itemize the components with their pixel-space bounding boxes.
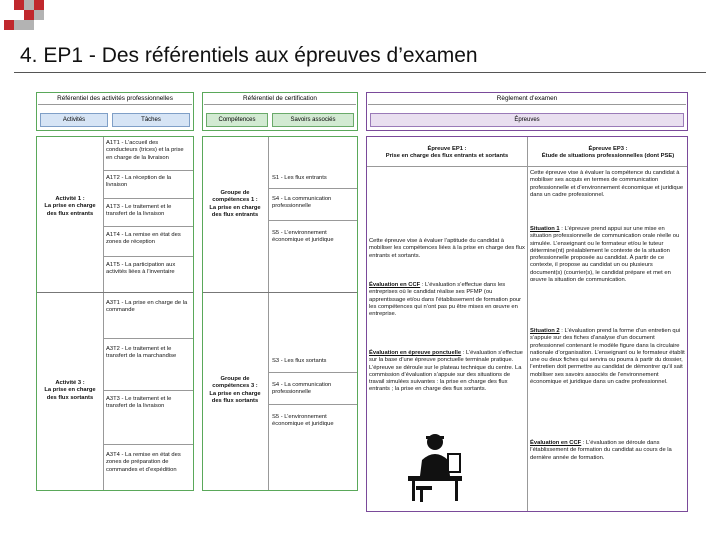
tache-divider xyxy=(104,198,193,199)
ref-activites-header: Référentiel des activités professionnelles xyxy=(57,95,173,102)
savoirs-header-cell: Savoirs associés xyxy=(272,113,354,127)
tache-divider xyxy=(104,256,193,257)
taches-header-cell: Tâches xyxy=(112,113,190,127)
activite-3: Activité 3 : La prise en charge des flux sortants xyxy=(44,380,96,401)
ep1-ponctuelle xyxy=(369,350,526,394)
ep1-description: Cette épreuve vise à évaluer l’aptitude du candidat à mobiliser les compétences liées à la prise en charge des flux entrants et sortants. xyxy=(369,238,525,259)
ep1-title: Épreuve EP1 : Prise en charge des flux entrants et sortants xyxy=(385,146,509,160)
savoir-divider xyxy=(269,372,357,373)
student-at-desk-icon xyxy=(404,430,466,504)
savoir-s1: S1 - Les flux entrants xyxy=(272,175,327,181)
ep3-situation-2 xyxy=(530,328,686,386)
ref-certification-header: Référentiel de certification xyxy=(243,95,317,102)
savoir-divider xyxy=(269,404,357,405)
reglement-header: Règlement d’examen xyxy=(496,95,558,102)
tache-a1t3: A1T3 - Le traitement et le transfert de la livraison xyxy=(106,204,172,218)
savoir-divider xyxy=(269,188,357,189)
ep3-situation-2-label: Situation 2 xyxy=(530,328,560,334)
competences-header-cell: Compétences xyxy=(206,113,268,127)
ep1-ccf-text: : L’évaluation s’effectue dans les entreprises où le candidat réalise ses PFMP (ou apprentissage et/ou dans l’établissement de formation pour les compétences qui n’ont pas pu être mises en œuvre en entreprise. xyxy=(369,282,522,318)
tache-a1t2: A1T2 - La réception de la livraison xyxy=(106,175,172,189)
tache-a1t1: A1T1 - L’accueil des conducteurs (trices) et la prise en charge de la livraison xyxy=(106,140,184,161)
header-divider xyxy=(204,104,356,105)
tache-a3t3: A3T3 - Le traitement et le transfert de la livraison xyxy=(106,396,172,410)
savoir-s3: S3 - Les flux sortants xyxy=(272,358,327,364)
title-underline xyxy=(14,72,706,73)
tache-a1t4: A1T4 - La remise en état des zones de réception xyxy=(106,232,181,246)
header-divider xyxy=(368,104,686,105)
activity-divider xyxy=(37,292,193,293)
savoir-s5-a: S5 - L’environnement économique et juridique xyxy=(272,230,334,244)
activites-header-cell: Activités xyxy=(40,113,108,127)
activite-1: Activité 1 : La prise en charge des flux entrants xyxy=(44,196,96,217)
ep3-description: Cette épreuve vise à évaluer la compétence du candidat à mobiliser ses acquis en termes de communication professionnelle et d’environnement économique et juridique dans un cadre professionnel. xyxy=(530,170,684,198)
ep1-ccf xyxy=(369,282,526,318)
ep1-ponctuelle-text: : L’évaluation s’effectue sur la base d’une épreuve ponctuelle terminale pratique. L’épreuve se déroule sur le plateau technique du centre. La commission d’évaluation s’appuie sur des situations de travail simulées suivantes : la prise en charge des flux entrants ; la prise en charge des flux sortants. xyxy=(369,350,523,393)
savoir-s4-a: S4 - La communication professionnelle xyxy=(272,196,332,210)
ep1-ccf-label: Évaluation en CCF xyxy=(369,282,421,288)
tache-divider xyxy=(104,444,193,445)
checkerboard-logo xyxy=(0,0,56,40)
epreuves-header-cell: Épreuves xyxy=(370,113,684,127)
tache-a3t4: A3T4 - La remise en état des zones de préparation de commandes et d’expédition xyxy=(106,452,181,473)
ep3-ccf-label: Évaluation en CCF xyxy=(530,440,582,446)
ep3-situation-2-text: : L’évaluation prend la forme d’un entretien qui s’appuie sur des fiches d’analyse d’un document professionnel contenant le modèle figure dans la circulaire nationale d’organisation. L’enseignant ou le formateur établit une ou deux fiches qui servira ou pourra à partir du dossier, l’entretien doit permettre au candidat de démontrer qu’il sait mobiliser ses savoirs associés de l’environnement économique et juridique dans un cadre professionnel. xyxy=(530,328,685,386)
savoir-divider xyxy=(269,220,357,221)
tache-a3t1: A3T1 - La prise en charge de la commande xyxy=(106,300,188,314)
ep3-situation-1-text: : L’épreuve prend appui sur une mise en situation professionnelle de communication orale réelle ou simulée. L’enseignant ou le formateur et/ou le tuteur détermine(nt) préalablement le contexte de la situation professionnelle proposée au candidat. À partir de ce contexte, il propose au candidat un ou plusieurs document(s) (courrier(s), le candidat prépare et met en œuvre la situation de communication. xyxy=(530,226,680,284)
tache-divider xyxy=(104,170,193,171)
header-divider xyxy=(38,104,192,105)
ep3-situation-1-label: Situation 1 xyxy=(530,226,560,232)
groupe-competences-1: Groupe de compétences 1 : La prise en charge des flux entrants xyxy=(209,190,261,218)
col-sep-epreuves xyxy=(527,137,528,511)
page-title: 4. EP1 - Des référentiels aux épreuves d’examen xyxy=(20,44,478,67)
tache-a1t5: A1T5 - La participation aux activités liées à l’inventaire xyxy=(106,262,176,276)
ep3-ccf-text: : L’évaluation se déroule dans l’établissement de formation du candidat au cours de la dernière année de formation. xyxy=(530,440,672,461)
tache-divider xyxy=(104,226,193,227)
savoir-s5-b: S5 - L’environnement économique et juridique xyxy=(272,414,334,428)
col-sep-competences xyxy=(268,137,269,490)
ep3-title-divider xyxy=(528,166,687,167)
tache-divider xyxy=(104,390,193,391)
ep3-ccf xyxy=(530,440,686,462)
ep3-situation-1 xyxy=(530,226,686,284)
ep1-ponctuelle-label: Évaluation en épreuve ponctuelle xyxy=(369,350,462,356)
col-sep-activites xyxy=(103,137,104,490)
groupe-competences-3: Groupe de compétences 3 : La prise en charge des flux sortants xyxy=(209,376,261,404)
ep1-title-divider xyxy=(367,166,527,167)
tache-divider xyxy=(104,338,193,339)
ep3-title: Épreuve EP3 : Étude de situations professionnelles (dont PSE) xyxy=(541,146,675,160)
savoir-s4-b: S4 - La communication professionnelle xyxy=(272,382,332,396)
competence-divider xyxy=(203,292,357,293)
tache-a3t2: A3T2 - Le traitement et le transfert de la marchandise xyxy=(106,346,177,360)
